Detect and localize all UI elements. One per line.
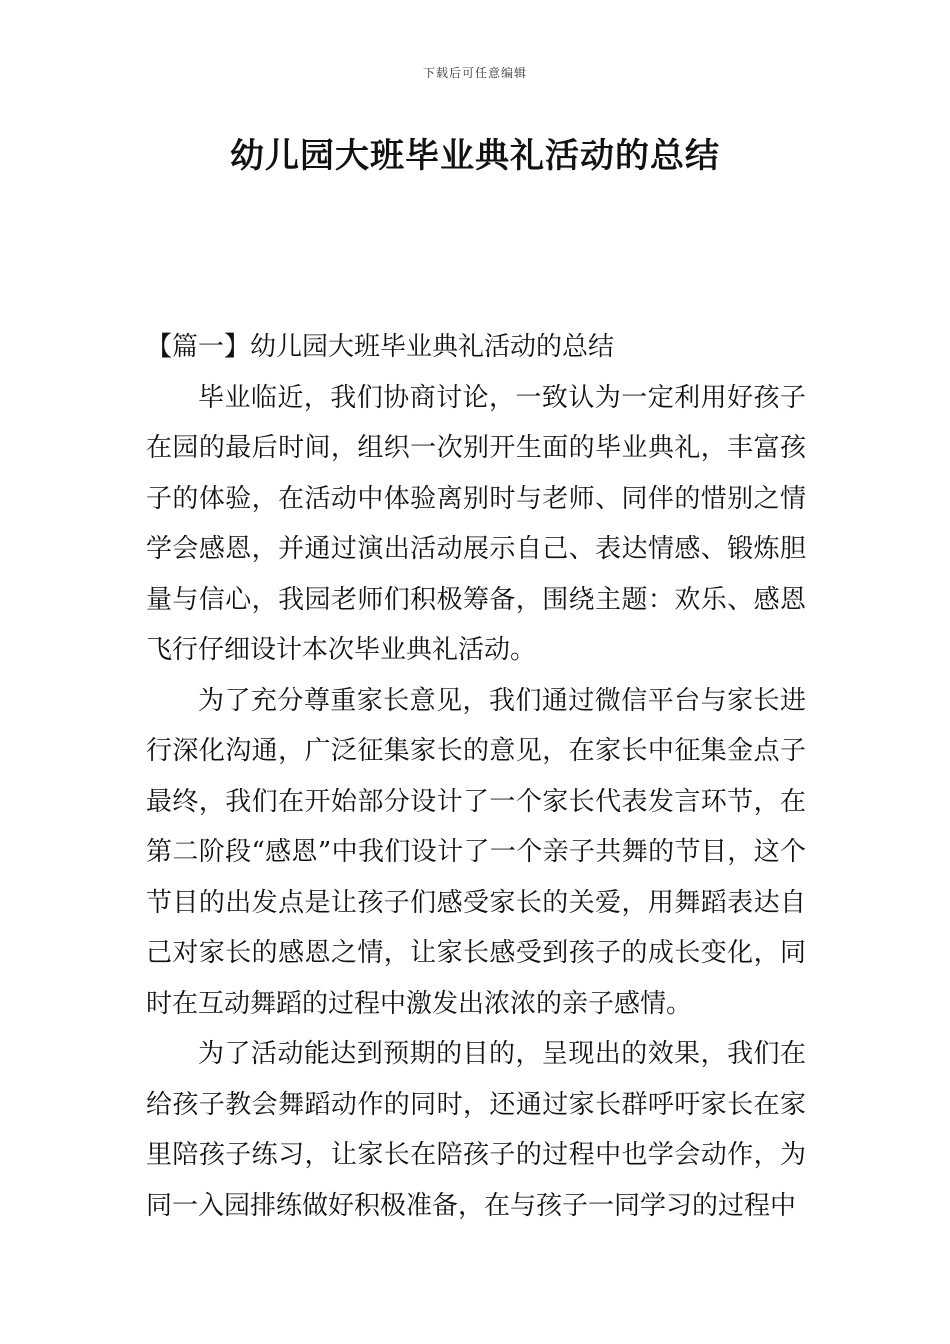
document-body <box>146 322 806 1231</box>
body-paragraph-3: 为了活动能达到预期的目的，呈现出的效果，我们在给孩子教会舞蹈动作的同时，还通过家长群呼吁家长在家里陪孩子练习，让家长在陪孩子的过程中也学会动作，为同一入园排练做好积极准备，在与孩子一同学习的过程中 <box>146 1039 806 1221</box>
body-paragraph-1: 毕业临近，我们协商讨论，一致认为一定利用好孩子在园的最后时间，组织一次别开生面的毕业典礼，丰富孩子的体验，在活动中体验离别时与老师、同伴的惜别之情学会感恩，并通过演出活动展示自己、表达情感、锻炼胆量与信心，我园老师们积极筹备，围绕主题：欢乐、感恩飞行仔细设计本次毕业典礼活动。 <box>146 382 806 665</box>
document-title: 幼儿园大班毕业典礼活动的总结 <box>230 136 720 176</box>
header-note: 下载后可任意编辑 <box>422 66 527 80</box>
section-heading: 【篇一】幼儿园大班毕业典礼活动的总结 <box>146 332 615 362</box>
body-paragraph-2: 为了充分尊重家长意见，我们通过微信平台与家长进行深化沟通，广泛征集家长的意见，在家长中征集金点子最终，我们在开始部分设计了一个家长代表发言环节，在第二阶段“感恩”中我们设计了一个亲子共舞的节目，这个节目的出发点是让孩子们感受家长的关爱，用舞蹈表达自己对家长的感恩之情，让家长感受到孩子的成长变化，同时在互动舞蹈的过程中激发出浓浓的亲子感情。 <box>146 685 806 1019</box>
